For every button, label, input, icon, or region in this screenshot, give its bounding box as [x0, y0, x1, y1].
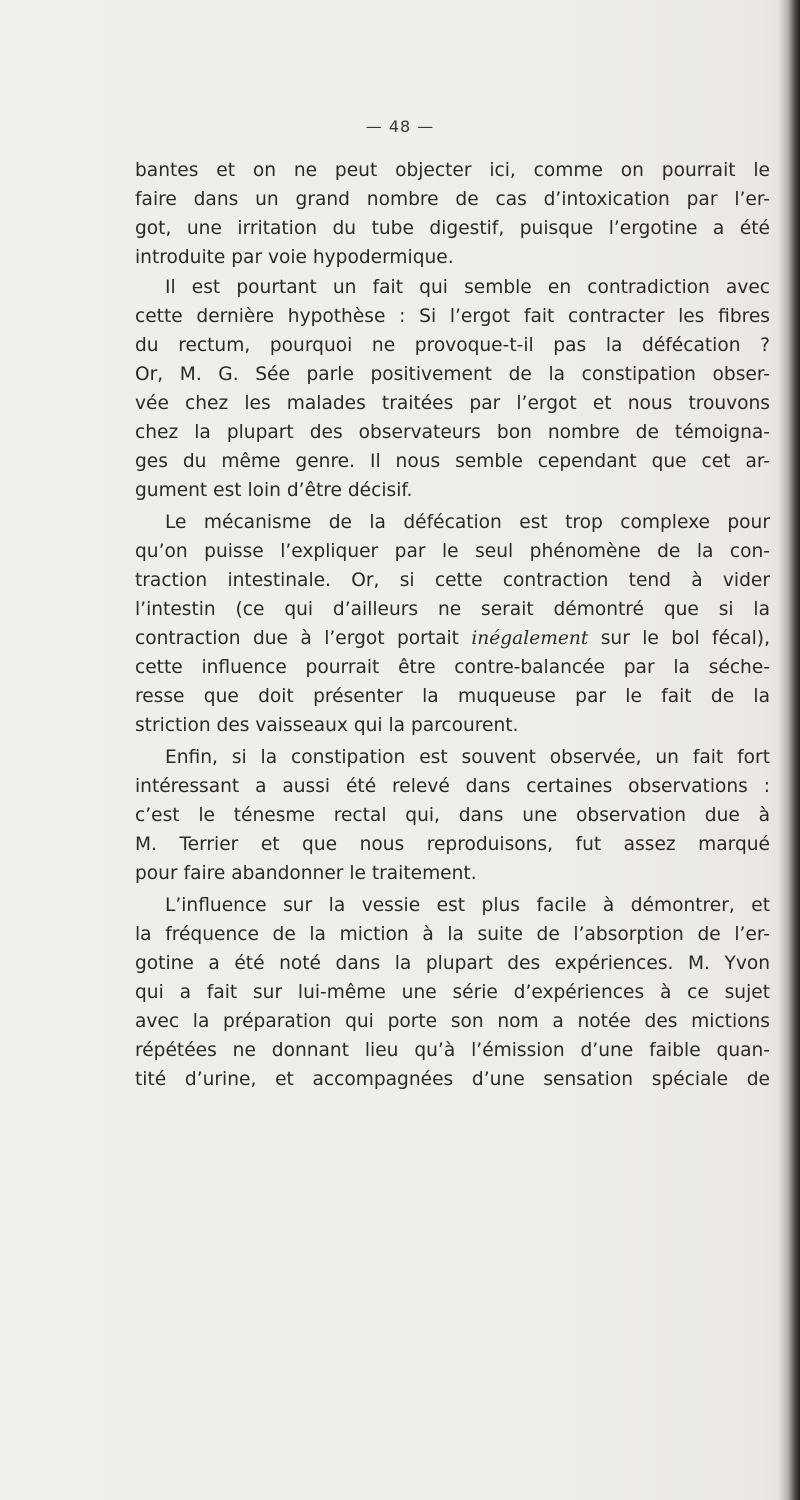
- italic-word: inégalement: [471, 628, 589, 649]
- text-line: répétées ne donnant lieu qu’à l’émission d’une faible quan-: [135, 1040, 770, 1061]
- text-line: striction des vaisseaux qui la parcourent.: [135, 715, 519, 736]
- text-line: got, une irritation du tube digestif, puisque l’ergotine a été: [135, 218, 770, 239]
- text-segment: contraction due à l’ergot portait: [135, 628, 459, 649]
- text-line: [135, 626, 770, 652]
- text-line: bantes et on ne peut objecter ici, comme on pourrait le: [135, 160, 770, 181]
- text-segment: sur le bol fécal),: [600, 628, 770, 649]
- text-line: Le mécanisme de la défécation est trop complexe pour: [165, 512, 770, 533]
- text-line: M. Terrier et que nous reproduisons, fut assez marqué: [135, 834, 770, 855]
- text-line: faire dans un grand nombre de cas d’intoxication par l’er-: [135, 189, 770, 210]
- text-line: gotine a été noté dans la plupart des expériences. M. Yvon: [135, 953, 770, 974]
- text-line: la fréquence de la miction à la suite de l’absorption de l’er-: [135, 924, 770, 945]
- page-number: — 48 —: [365, 117, 435, 136]
- text-line: tité d’urine, et accompagnées d’une sensation spéciale de: [135, 1069, 770, 1090]
- text-line: ges du même genre. Il nous semble cependant que cet ar-: [135, 451, 770, 472]
- page-edge-shadow: [778, 0, 800, 1500]
- text-line: cette dernière hypothèse : Si l’ergot fait contracter les fibres: [135, 306, 770, 327]
- text-line: vée chez les malades traitées par l’ergot et nous trouvons: [135, 393, 770, 414]
- text-line: introduite par voie hypodermique.: [135, 247, 454, 268]
- text-line: c’est le ténesme rectal qui, dans une observation due à: [135, 805, 770, 826]
- text-line: cette influence pourrait être contre-balancée par la séche-: [135, 657, 770, 678]
- text-line: Il est pourtant un fait qui semble en contradiction avec: [165, 277, 770, 298]
- text-line: Enfin, si la constipation est souvent observée, un fait fort: [165, 747, 770, 768]
- text-line: pour faire abandonner le traitement.: [135, 863, 477, 884]
- text-line: intéressant a aussi été relevé dans certaines observations :: [135, 776, 770, 797]
- text-line: l’intestin (ce qui d’ailleurs ne serait démontré que si la: [135, 599, 770, 620]
- text-line: L’influence sur la vessie est plus facile à démontrer, et: [165, 895, 770, 916]
- text-line: chez la plupart des observateurs bon nombre de témoigna-: [135, 422, 770, 443]
- text-line: du rectum, pourquoi ne provoque-t-il pas la défécation ?: [135, 335, 770, 356]
- text-line: qu’on puisse l’expliquer par le seul phénomène de la con-: [135, 541, 770, 562]
- text-line: Or, M. G. Sée parle positivement de la constipation obser-: [135, 364, 770, 385]
- text-line: traction intestinale. Or, si cette contraction tend à vider: [135, 570, 770, 591]
- text-line: gument est loin d’être décisif.: [135, 480, 413, 501]
- text-line: avec la préparation qui porte son nom a notée des mictions: [135, 1011, 770, 1032]
- text-line: qui a fait sur lui-même une série d’expériences à ce sujet: [135, 982, 770, 1003]
- text-line: resse que doit présenter la muqueuse par le fait de la: [135, 686, 770, 707]
